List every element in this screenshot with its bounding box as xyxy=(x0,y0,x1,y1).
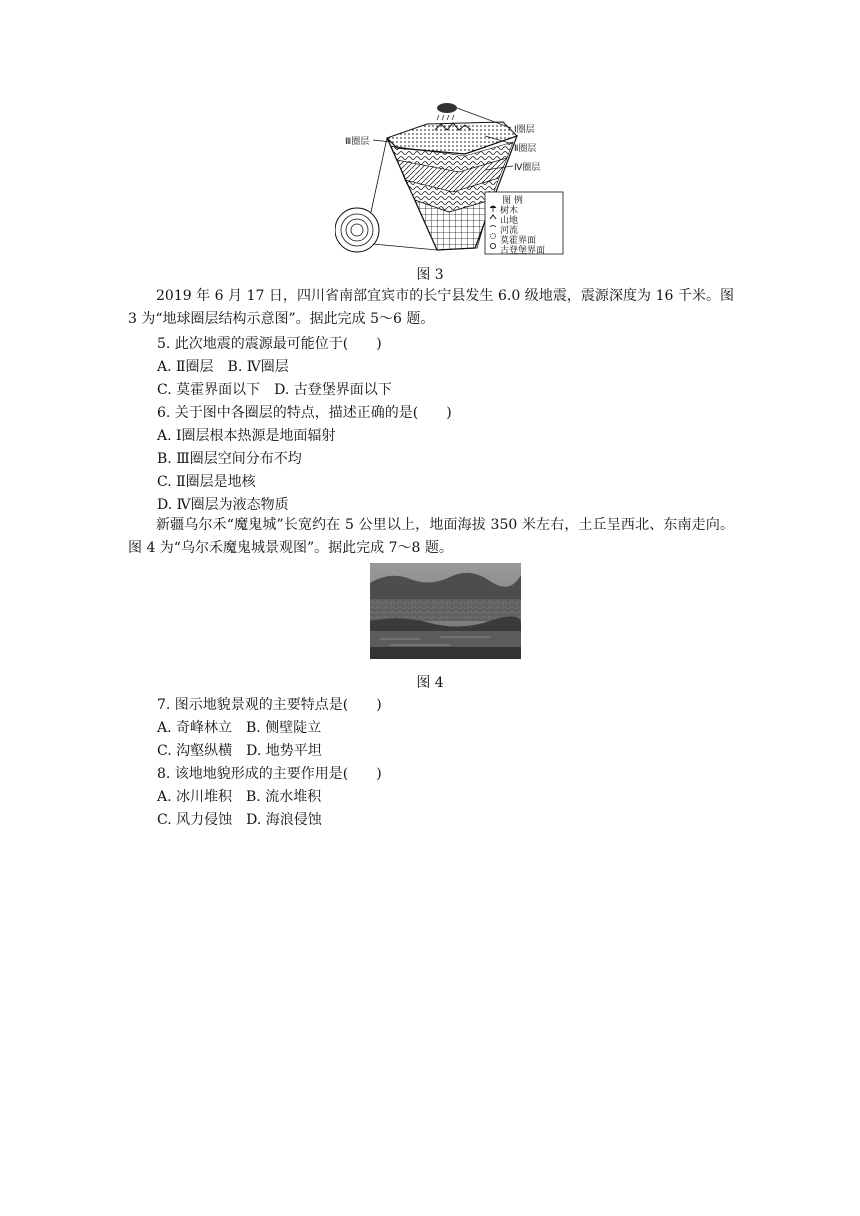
legend-item-moho: 莫霍界面 xyxy=(500,236,537,246)
legend-item-mountain: 山地 xyxy=(500,216,519,226)
q7-options-row2: C. 沟壑纵横 D. 地势平坦 xyxy=(157,743,322,759)
legend-title: 图 例 xyxy=(502,196,523,206)
layer3-label: Ⅲ圈层 xyxy=(345,137,370,147)
cloud-icon xyxy=(437,103,457,120)
q8-options-row1: A. 冰川堆积 B. 流水堆积 xyxy=(157,789,322,805)
q7-stem: 7. 图示地貌景观的主要特点是( ) xyxy=(157,697,382,713)
legend-item-tree: 树木 xyxy=(500,206,519,216)
q7-options-row1: A. 奇峰林立 B. 侧壁陡立 xyxy=(157,720,322,736)
q6-option-b: B. Ⅲ圈层空间分布不均 xyxy=(157,451,302,467)
intro-paragraph-2: 新疆乌尔禾“魔鬼城”长宽约在 5 公里以上，地面海拔 350 米左右，土丘呈西北、东南走向。图 4 为“乌尔禾魔鬼城景观图”。据此完成 7～8 题。 xyxy=(128,517,734,556)
q5-stem: 5. 此次地震的震源最可能位于( ) xyxy=(157,336,382,352)
q8-options-row2: C. 风力侵蚀 D. 海浪侵蚀 xyxy=(157,812,322,828)
q8-stem: 8. 该地地貌形成的主要作用是( ) xyxy=(157,766,382,782)
figure3-caption: 图 3 xyxy=(416,267,444,283)
legend-item-river: 河流 xyxy=(500,226,519,236)
q6-option-a: A. Ⅰ圈层根本热源是地面辐射 xyxy=(157,428,336,444)
q5-options-row2: C. 莫霍界面以下 D. 古登堡界面以下 xyxy=(157,382,392,398)
q5-options-row1: A. Ⅱ圈层 B. Ⅳ圈层 xyxy=(157,359,289,375)
q6-option-d: D. Ⅳ圈层为液态物质 xyxy=(157,497,289,513)
legend-item-gutenberg: 古登堡界面 xyxy=(500,246,546,256)
earth-sphere-icon xyxy=(335,208,379,252)
figure4-caption: 图 4 xyxy=(416,675,444,691)
q6-stem: 6. 关于图中各圈层的特点，描述正确的是( ) xyxy=(157,405,452,421)
intro-paragraph-1: 2019 年 6 月 17 日，四川省南部宜宾市的长宁县发生 6.0 级地震，震源深度为 16 千米。图 3 为“地球圈层结构示意图”。据此完成 5～6 题。 xyxy=(128,288,734,327)
layer1-label: Ⅰ圈层 xyxy=(514,125,535,135)
layer4-label: Ⅳ圈层 xyxy=(514,163,541,173)
q6-option-c: C. Ⅱ圈层是地核 xyxy=(157,474,256,490)
yardang-landscape-photo xyxy=(370,563,521,659)
layer2-label: Ⅱ圈层 xyxy=(514,144,537,154)
